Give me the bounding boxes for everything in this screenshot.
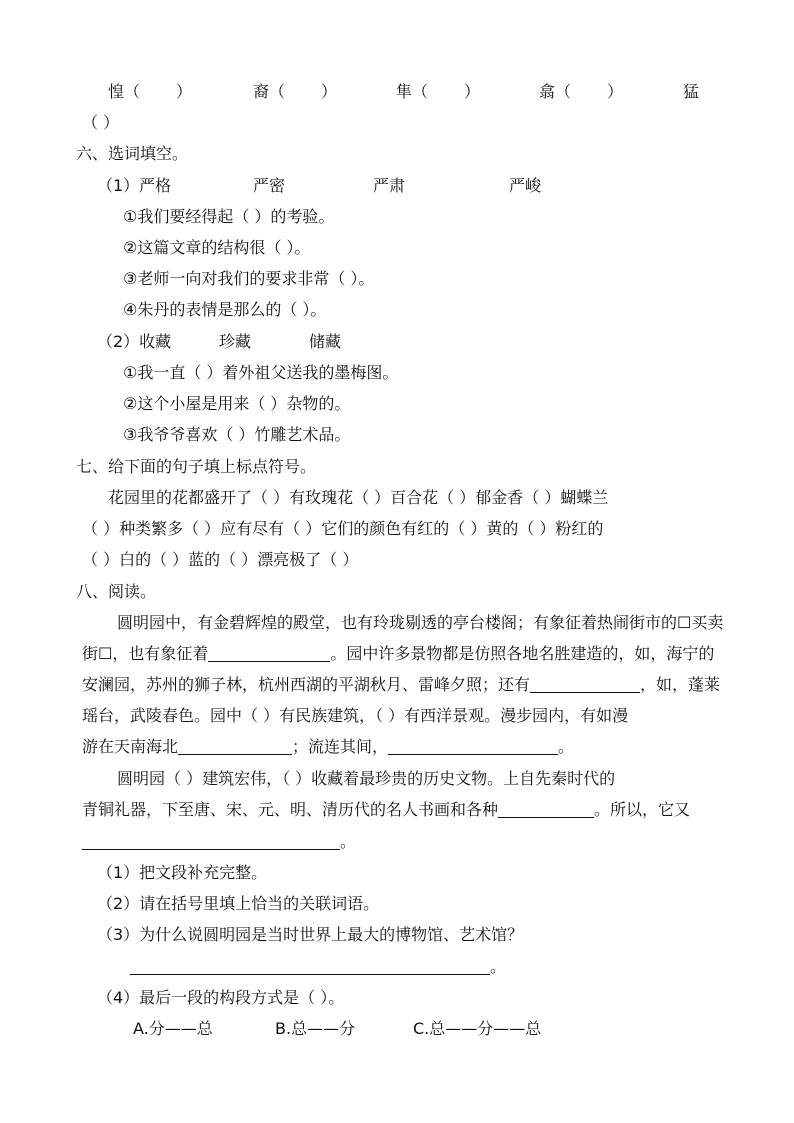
char-item-4: 翕（ ） — [539, 82, 624, 101]
reading-question-4: （4）最后一段的构段方式是（ ）。 — [97, 988, 345, 1007]
answer-line-3: 。 — [130, 957, 506, 977]
reading-question-3: （3）为什么说圆明园是当时世界上最大的博物馆、艺术馆？ — [97, 925, 524, 944]
option-b: B.总——分 — [275, 1019, 356, 1038]
passage-1-line-2: 街☐，也有象征着 。园中许多景物都是仿照各地名胜建造的，如，海宁的 — [82, 644, 715, 663]
passage-2-line-3: 。 — [82, 832, 356, 852]
question-6-1-1: ①我们要经得起（ ）的考验。 — [123, 207, 335, 226]
reading-question-1: （1）把文段补充完整。 — [97, 863, 268, 882]
word-option: 严密 — [253, 176, 286, 195]
word-option: 珍藏 — [219, 332, 252, 351]
question-6-1-4: ④朱丹的表情是那么的（ ）。 — [123, 300, 327, 319]
option-c: C.总——分——总 — [413, 1019, 542, 1038]
passage-1-line-1: 圆明园中，有金碧辉煌的殿堂，也有玲珑剔透的亭台楼阁；有象征着热闹街市的☐买卖 — [117, 613, 724, 632]
word-group-2-label: （2）收藏 — [97, 332, 172, 351]
punctuation-line-1: 花园里的花都盛开了（ ）有玫瑰花（ ）百合花（ ）郁金香（ ）蝴蝶兰 — [108, 488, 609, 507]
section-7-title: 七、给下面的句子填上标点符号。 — [76, 457, 317, 476]
question-6-2-3: ③我爷爷喜欢（ ）竹雕艺术品。 — [123, 425, 351, 444]
passage-1-line-5: 游在天南海北 ；流连其间， 。 — [82, 737, 575, 756]
passage-1-line-4: 瑶台，武陵春色。园中（ ）有民族建筑，（ ）有西洋景观。漫步园内，有如漫 — [82, 706, 629, 725]
word-option: 严肃 — [373, 176, 406, 195]
char-item-5: 猛 — [683, 82, 700, 101]
question-6-2-1: ①我一直（ ）着外祖父送我的墨梅图。 — [123, 363, 399, 382]
option-a: A.分——总 — [133, 1019, 213, 1038]
char-item-3: 隼（ ） — [396, 82, 481, 101]
word-option: 储藏 — [309, 332, 342, 351]
section-8-title: 八、阅读。 — [76, 582, 157, 601]
punctuation-line-2: （ ）种类繁多（ ）应有尽有（ ）它们的颜色有红的（ ）黄的（ ）粉红的 — [82, 519, 604, 538]
punctuation-line-3: （ ）白的（ ）蓝的（ ）漂亮极了（ ） — [82, 550, 359, 569]
char-item-5-blank: （ ） — [82, 113, 120, 132]
passage-2-line-2: 青铜礼器，下至唐、宋、元、明、清历代的名人书画和各种 。所以，它又 — [82, 800, 691, 819]
passage-1-line-3: 安澜园，苏州的狮子林，杭州西湖的平湖秋月、雷峰夕照；还有 ，如，蓬莱 — [82, 675, 721, 694]
section-6-title: 六、选词填空。 — [76, 144, 189, 163]
word-option: 严峻 — [509, 176, 542, 195]
reading-question-2: （2）请在括号里填上恰当的关联词语。 — [97, 894, 380, 913]
question-6-2-2: ②这个小屋是用来（ ）杂物的。 — [123, 394, 351, 413]
char-item-1: 惶（ ） — [108, 82, 193, 101]
question-6-1-2: ②这篇文章的结构很（ ）。 — [123, 238, 311, 257]
char-item-2: 裔（ ） — [253, 82, 338, 101]
passage-2-line-1: 圆明园（ ）建筑宏伟，（ ）收藏着最珍贵的历史文物。上自先秦时代的 — [117, 769, 616, 788]
question-6-1-3: ③老师一向对我们的要求非常（ ）。 — [123, 269, 375, 288]
word-group-1-label: （1）严格 — [97, 176, 172, 195]
